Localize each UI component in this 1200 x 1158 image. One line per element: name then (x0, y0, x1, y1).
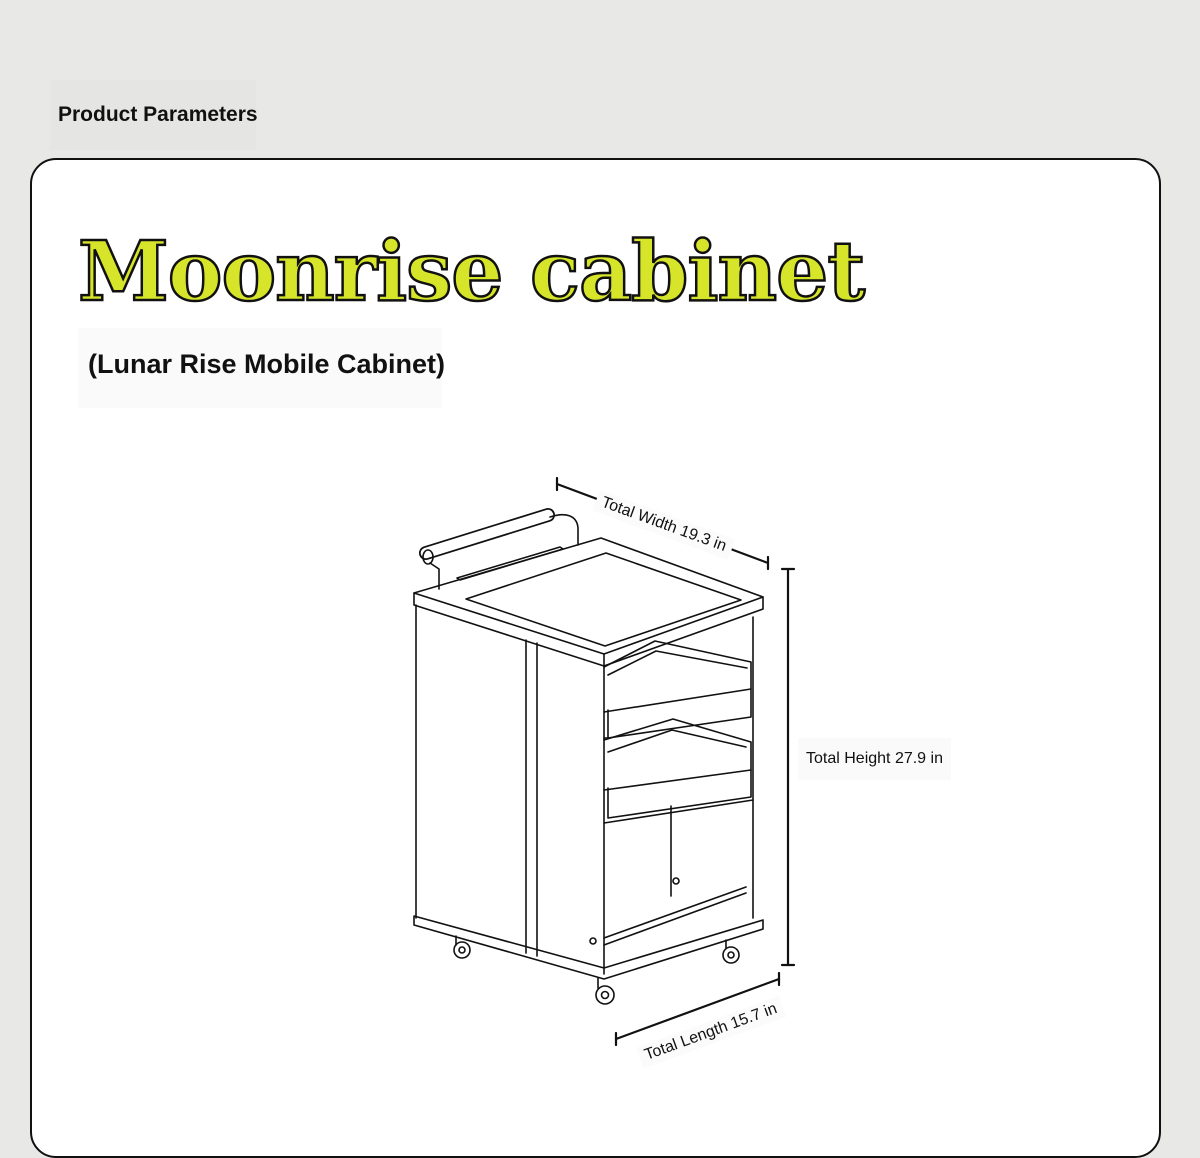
product-title: Moonrise cabinet (78, 224, 865, 320)
section-heading: Product Parameters (50, 80, 256, 150)
length-label: Total Length 15.7 in (636, 996, 786, 1069)
width-label: Total Width 19.3 in (592, 490, 734, 560)
product-subtitle: (Lunar Rise Mobile Cabinet) (78, 328, 442, 408)
height-label: Total Height 27.9 in (798, 738, 951, 780)
